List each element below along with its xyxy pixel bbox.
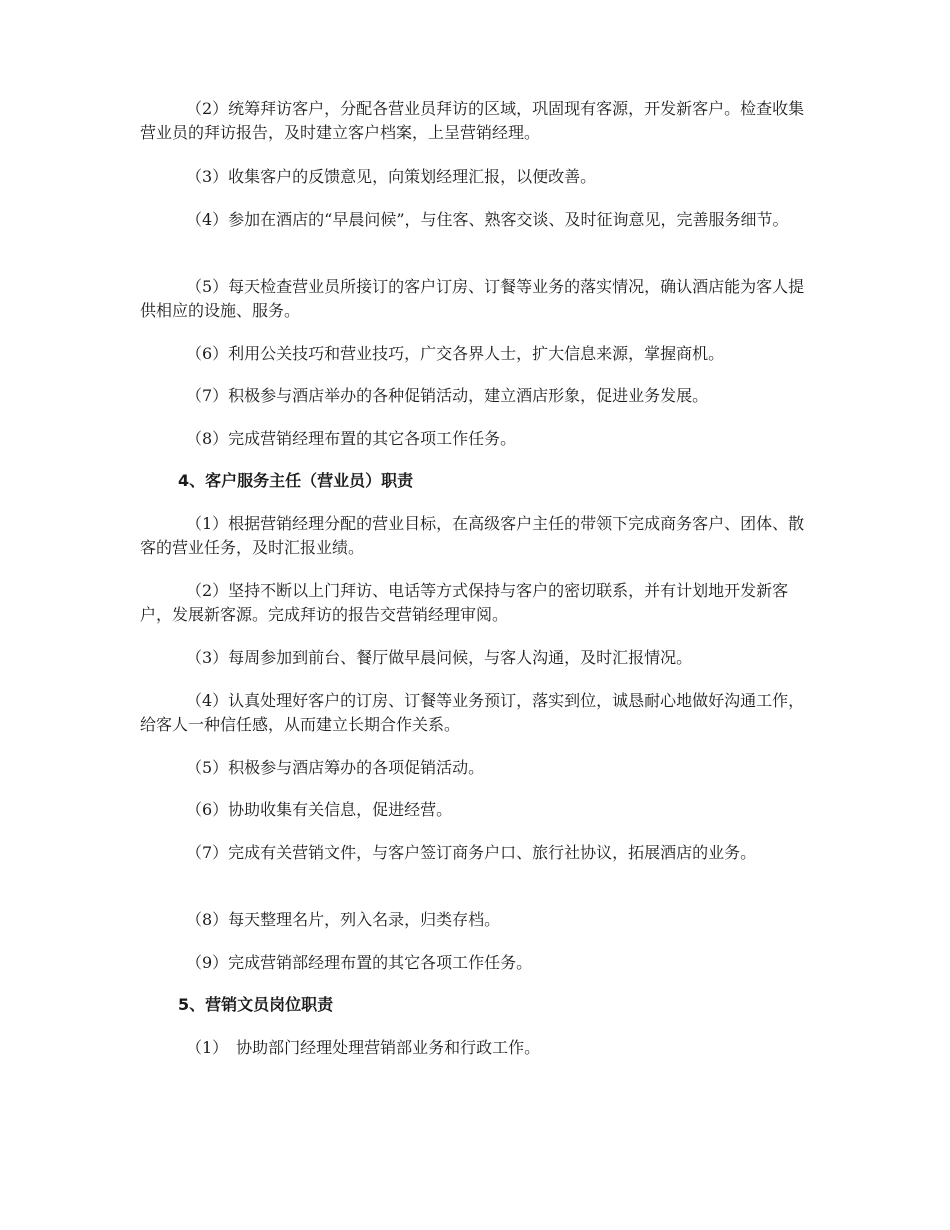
paragraph: （5）积极参与酒店筹办的各项促销活动。 [186, 758, 485, 777]
paragraph: （1）根据营销经理分配的营业目标，在高级客户主任的带领下完成商务客户、团体、散客的营业任务，及时汇报业绩。 [140, 514, 805, 557]
paragraph: （6）协助收集有关信息，促进经营。 [186, 800, 453, 819]
paragraph: （2）统筹拜访客户，分配各营业员拜访的区域，巩固现有客源，开发新客户。检查收集营业员的拜访报告，及时建立客户档案，上呈营销经理。 [140, 99, 805, 142]
paragraph: （2）坚持不断以上门拜访、电话等方式保持与客户的密切联系，并有计划地开发新客户，发展新客源。完成拜访的报告交营销经理审阅。 [140, 581, 789, 624]
paragraph: （7）完成有关营销文件，与客户签订商务户口、旅行社协议，拓展酒店的业务。 [186, 843, 757, 862]
paragraph: （8）每天整理名片，列入名录，归类存档。 [186, 910, 501, 929]
section-heading: 5、营销文员岗位职责 [178, 995, 334, 1014]
paragraph: （3）每周参加到前台、餐厅做早晨问候，与客人沟通，及时汇报情况。 [186, 648, 693, 667]
paragraph: （7）积极参与酒店举办的各种促销活动，建立酒店形象，促进业务发展。 [186, 386, 709, 405]
paragraph: （9）完成营销部经理布置的其它各项工作任务。 [186, 953, 533, 972]
paragraph: （1） 协助部门经理处理营销部业务和行政工作。 [186, 1038, 541, 1057]
paragraph: （6）利用公关技巧和营业技巧，广交各界人士，扩大信息来源，掌握商机。 [186, 344, 725, 363]
paragraph: （4）参加在酒店的“早晨问候”，与住客、熟客交谈、及时征询意见，完善服务细节。 [186, 210, 789, 229]
paragraph: （3）收集客户的反馈意见，向策划经理汇报，以便改善。 [186, 167, 597, 186]
paragraph: （4）认真处理好客户的订房、订餐等业务预订，落实到位，诚恳耐心地做好沟通工作，给客人一种信任感，从而建立长期合作关系。 [140, 691, 805, 734]
section-heading: 4、客户服务主任（营业员）职责 [178, 471, 414, 490]
paragraph: （8）完成营销经理布置的其它各项工作任务。 [186, 429, 517, 448]
paragraph: （5）每天检查营业员所接订的客户订房、订餐等业务的落实情况，确认酒店能为客人提供相应的设施、服务。 [140, 277, 805, 320]
